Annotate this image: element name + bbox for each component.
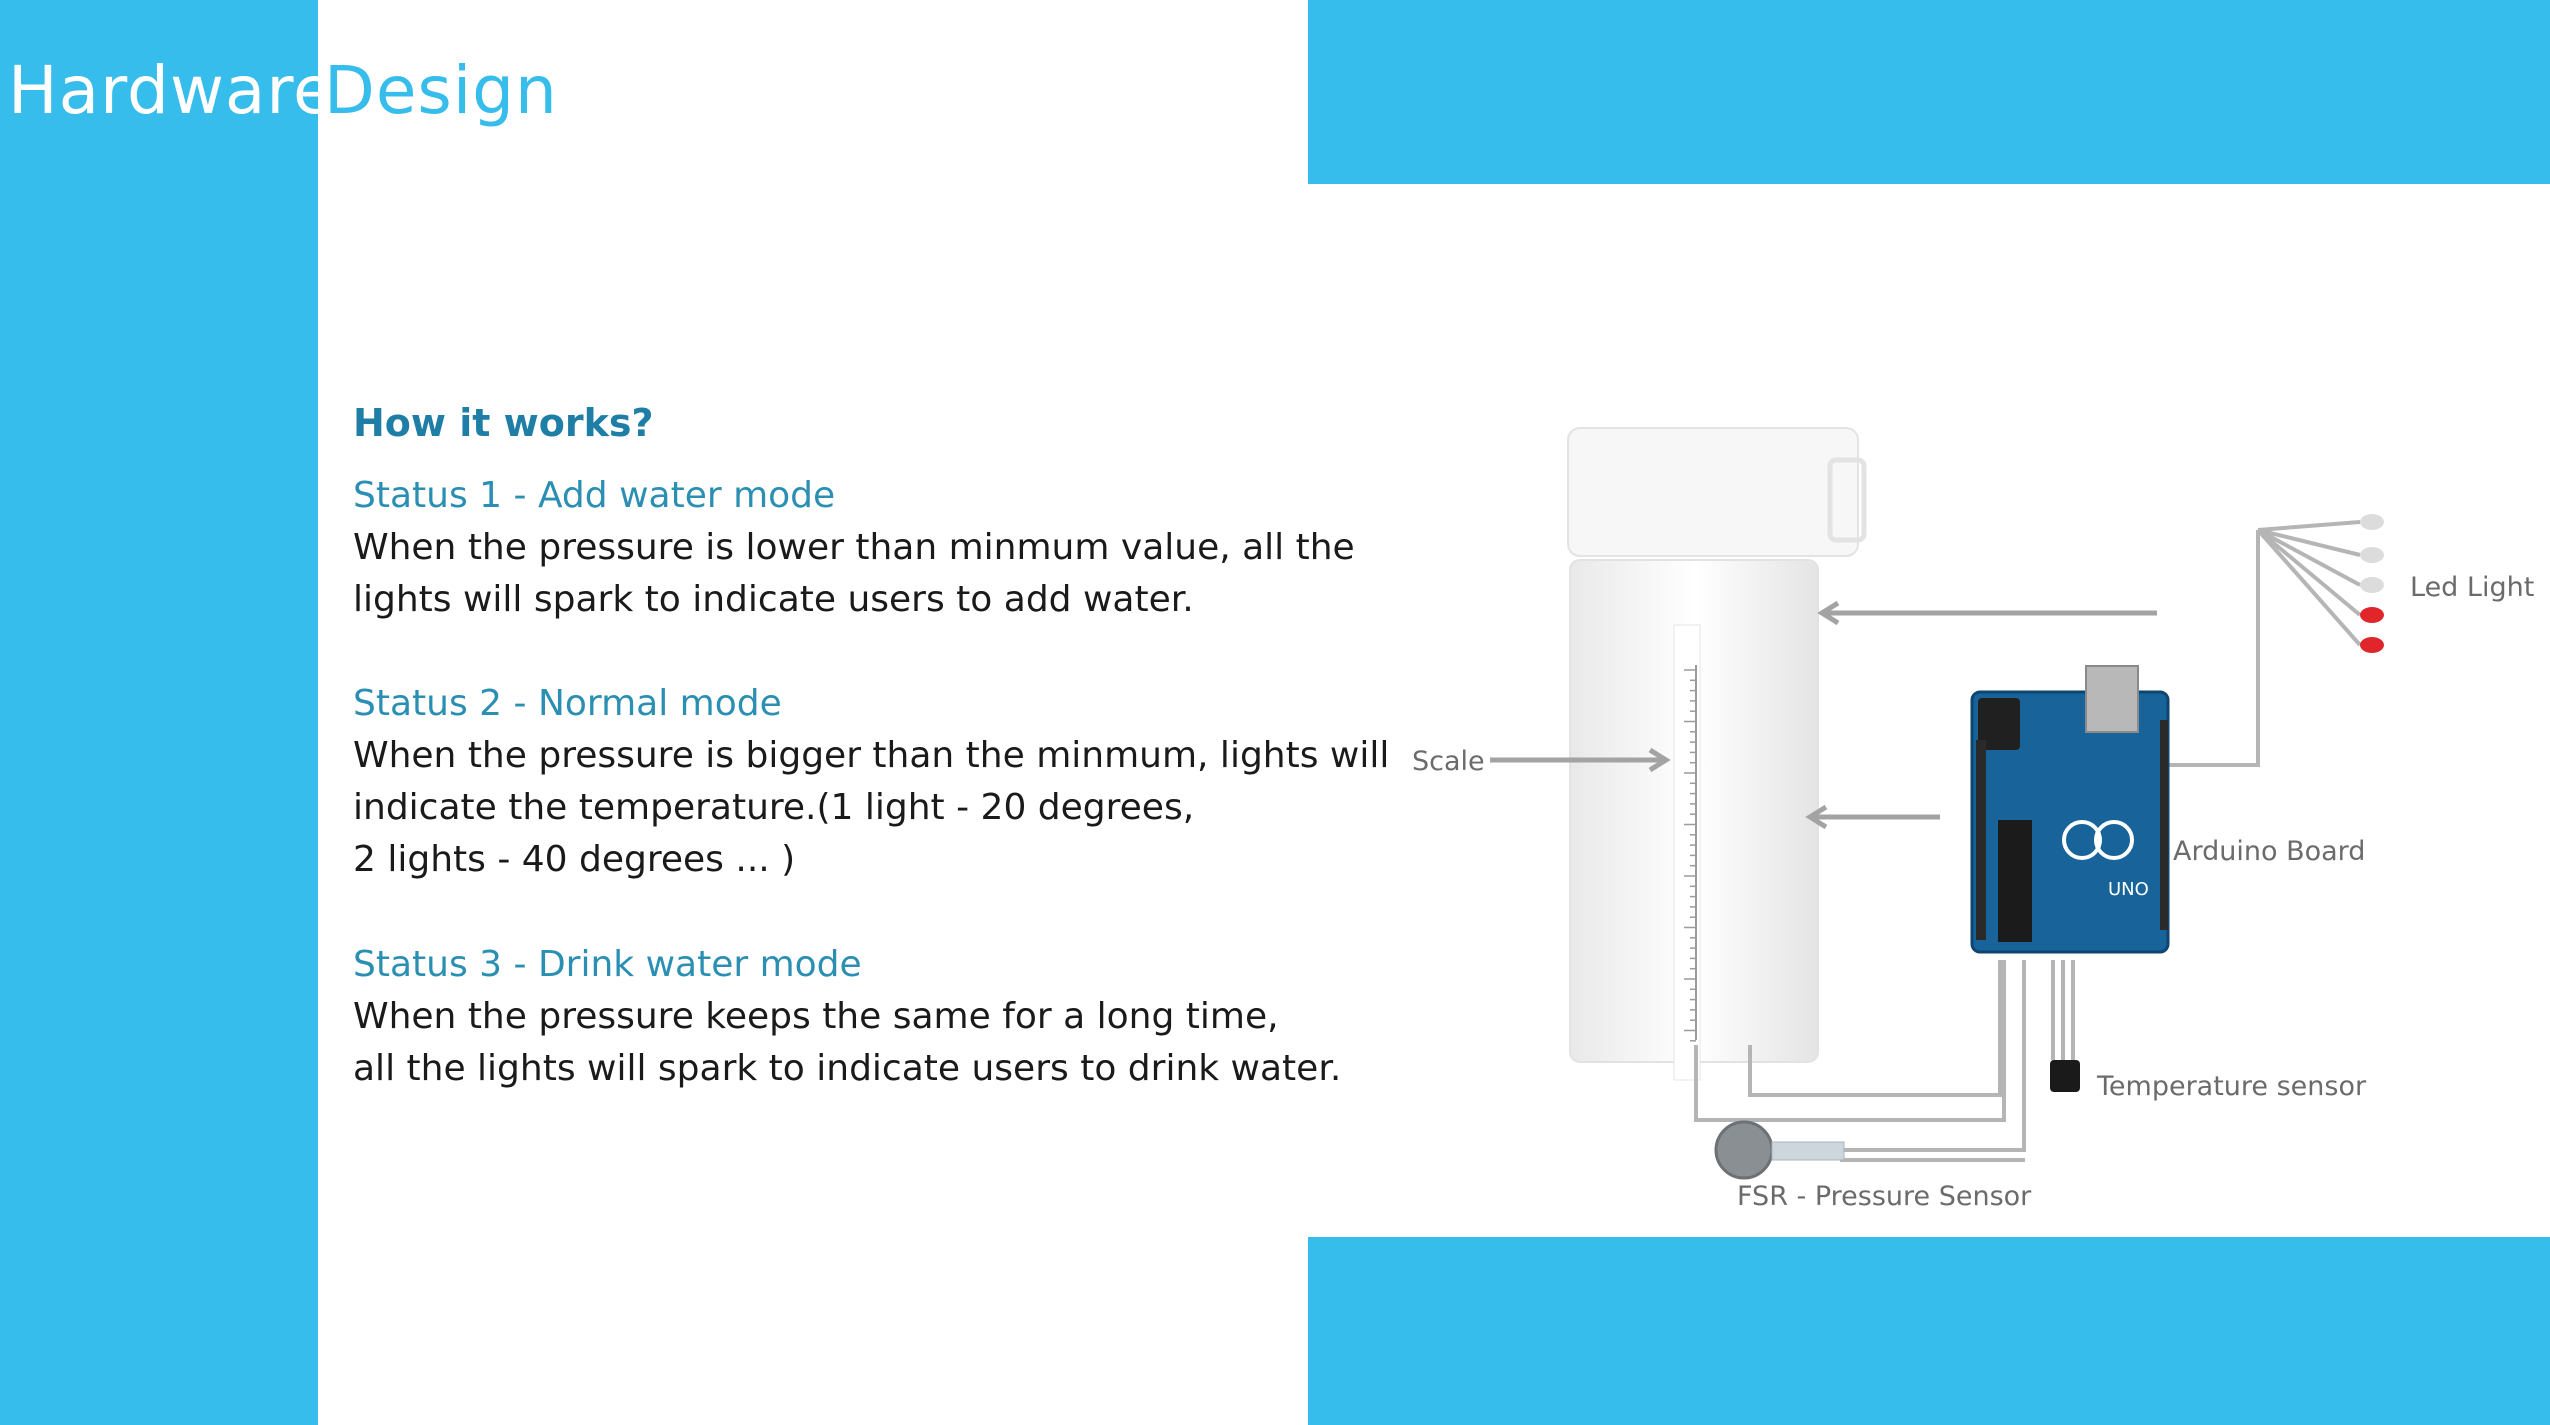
hardware-diagram xyxy=(1400,420,2540,1220)
status2-line2: indicate the temperature.(1 light - 20 degrees, xyxy=(353,787,1195,828)
status1-line1: When the pressure is lower than minmum value, all the xyxy=(353,527,1355,568)
fsr-pressure-sensor xyxy=(1716,1122,1844,1178)
status1-title: Status 1 - Add water mode xyxy=(353,475,836,516)
led-lights xyxy=(2360,514,2384,653)
status2-title: Status 2 - Normal mode xyxy=(353,683,782,724)
status3-line1: When the pressure keeps the same for a long time, xyxy=(353,996,1279,1037)
status3-line2: all the lights will spark to indicate users to drink water. xyxy=(353,1048,1342,1089)
slide-title-part2: Design xyxy=(324,52,558,129)
bottom-right-accent-band xyxy=(1308,1237,2550,1425)
cup-illustration xyxy=(1568,428,1864,1062)
top-right-accent-band xyxy=(1308,0,2550,184)
label-temperature-sensor: Temperature sensor xyxy=(2097,1071,2367,1102)
status1-line2: lights will spark to indicate users to add water. xyxy=(353,579,1194,620)
label-scale: Scale xyxy=(1412,746,1485,777)
label-led-light: Led Light xyxy=(2410,572,2535,603)
arduino-board xyxy=(1972,666,2168,952)
label-arduino-board: Arduino Board xyxy=(2173,836,2366,867)
status2-line3: 2 lights - 40 degrees ... ) xyxy=(353,839,796,880)
left-accent-band xyxy=(0,0,318,1425)
slide-title-part1: Hardware xyxy=(8,52,335,129)
label-fsr-pressure-sensor: FSR - Pressure Sensor xyxy=(1737,1181,2032,1212)
status2-line1: When the pressure is bigger than the minmum, lights will xyxy=(353,735,1390,776)
temperature-sensor xyxy=(2050,1060,2080,1092)
scale-strip xyxy=(1674,625,1700,1080)
status3-title: Status 3 - Drink water mode xyxy=(353,944,862,985)
board-logo-text: UNO xyxy=(2108,879,2149,900)
section-heading: How it works? xyxy=(353,401,654,445)
